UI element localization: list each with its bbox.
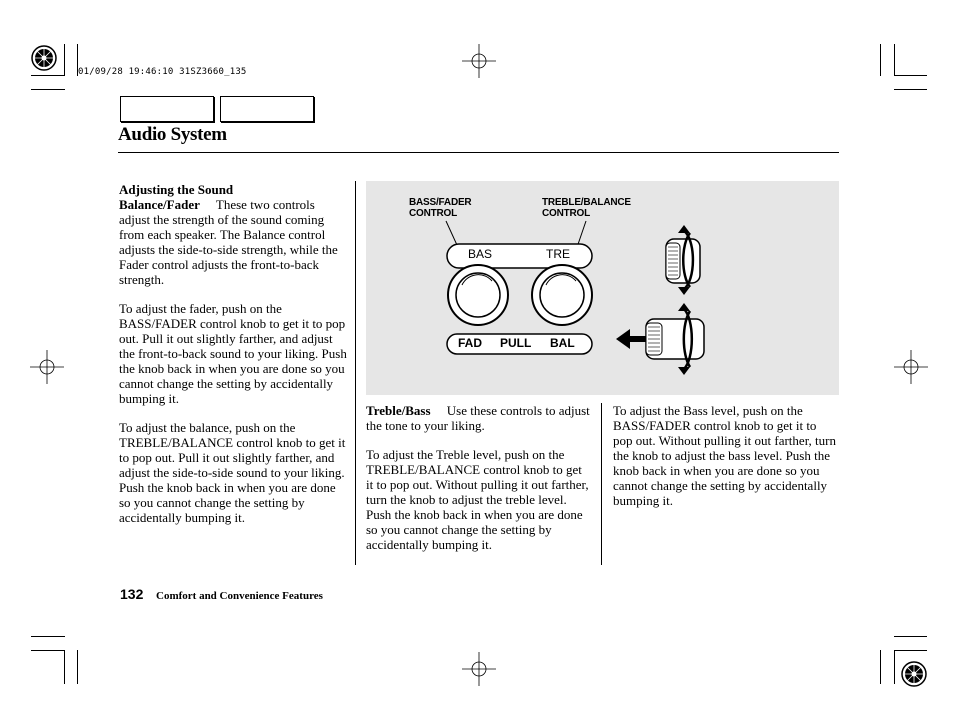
fader-paragraph: To adjust the fader, push on the BASS/FADER control knob to get it to pop out. Pull it out slightly farther, and adjust the front-to-back sound to your liking. Push the knob back in when you are done so you cannot change the setting by accidentally bumping it. bbox=[119, 301, 347, 406]
title-divider bbox=[118, 152, 839, 153]
column-divider bbox=[601, 403, 602, 565]
registration-sunburst-icon bbox=[30, 44, 58, 72]
section-footer: Comfort and Convenience Features bbox=[156, 590, 323, 602]
bass-paragraph: To adjust the Bass level, push on the BASS/FADER control knob to get it to pop out. Without pulling it out farther, turn the knob to adjust the bass level. Push the knob back in when you are done so you cannot change the setting by accidentally bumping it. bbox=[613, 403, 836, 508]
bas-label: BAS bbox=[468, 247, 493, 261]
balance-fader-term: Balance/Fader bbox=[119, 197, 200, 212]
pull-label: PULL bbox=[500, 336, 532, 350]
left-column bbox=[119, 182, 347, 539]
crosshair-icon bbox=[462, 44, 496, 78]
radio-panel-drawing bbox=[366, 181, 839, 395]
balance-paragraph: To adjust the balance, push on the TREBLE/BALANCE control knob to get it to pop out. Pull it out slightly farther, and adjust the side-to-side sound to your liking. Push the knob back in when you are done so you cannot change the setting by accidentally bumping it. bbox=[119, 420, 346, 525]
header-tab-box bbox=[220, 96, 314, 122]
crosshair-icon bbox=[462, 652, 496, 686]
section-heading: Adjusting the Sound bbox=[119, 182, 234, 197]
treble-bass-description: Use these controls to adjust the tone to your liking. bbox=[366, 403, 590, 433]
header-tab-box bbox=[120, 96, 214, 122]
crosshair-icon bbox=[30, 350, 64, 384]
middle-column bbox=[366, 403, 590, 566]
fad-label: FAD bbox=[458, 336, 482, 350]
treble-bass-term: Treble/Bass bbox=[366, 403, 431, 418]
rotate-knob-side-view bbox=[666, 225, 700, 295]
treble-paragraph: To adjust the Treble level, push on the TREBLE/BALANCE control knob to get it to pop out. Without pulling it out farther, turn the knob to adjust the treble level. Push the knob back in when you are done so you cannot change the setting by accidentally bumping it. bbox=[366, 447, 589, 552]
balance-fader-description: These two controls adjust the strength of the sound coming from each speaker. The Balance control adjusts the side-to-side strength, while the Fader control adjusts the front-to-back strength. bbox=[119, 197, 338, 287]
column-divider bbox=[355, 181, 356, 565]
print-id-stamp: 01/09/28 19:46:10 31SZ3660_135 bbox=[78, 67, 247, 77]
treble-balance-knob bbox=[532, 265, 592, 325]
bal-label: BAL bbox=[550, 336, 575, 350]
page-title: Audio System bbox=[118, 124, 227, 145]
treble-balance-control-label: TREBLE/BALANCE CONTROL bbox=[542, 197, 631, 219]
bass-fader-knob bbox=[448, 265, 508, 325]
registration-sunburst-icon bbox=[900, 660, 928, 688]
crosshair-icon bbox=[894, 350, 928, 384]
bass-fader-control-label: BASS/FADER CONTROL bbox=[409, 197, 472, 219]
tre-label: TRE bbox=[546, 247, 570, 261]
page-number: 132 bbox=[120, 586, 144, 602]
pull-knob-side-view bbox=[616, 303, 704, 375]
right-column bbox=[613, 403, 839, 522]
audio-controls-illustration bbox=[366, 181, 839, 395]
